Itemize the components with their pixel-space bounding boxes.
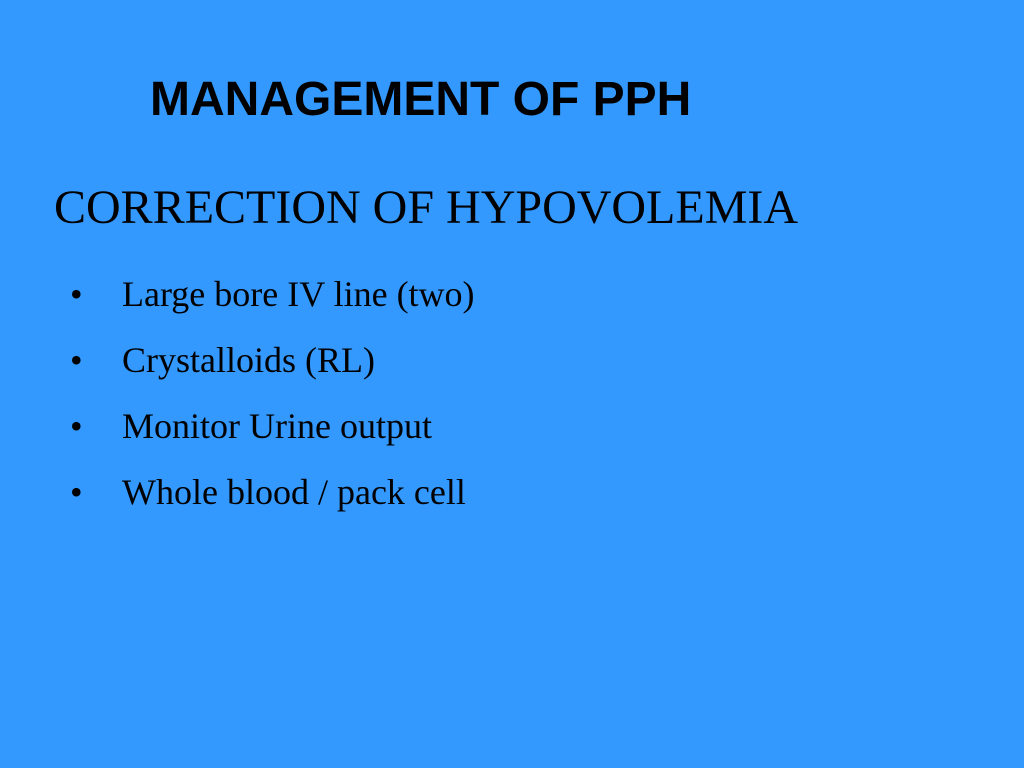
list-item [64, 398, 475, 464]
bullet-text: Crystalloids (RL) [122, 340, 375, 380]
bullet-icon: • [70, 472, 83, 512]
bullet-icon: • [70, 340, 83, 380]
bullet-icon: • [70, 274, 83, 314]
list-item [64, 332, 475, 398]
bullet-text: Monitor Urine output [122, 406, 432, 446]
bullet-list [64, 266, 475, 530]
slide-subtitle: CORRECTION OF HYPOVOLEMIA [54, 181, 799, 234]
list-item [64, 266, 475, 332]
bullet-text: Large bore IV line (two) [122, 274, 475, 314]
slide-title: MANAGEMENT OF PPH [150, 73, 692, 126]
bullet-text: Whole blood / pack cell [122, 472, 466, 512]
bullet-icon: • [70, 406, 83, 446]
list-item [64, 464, 475, 530]
